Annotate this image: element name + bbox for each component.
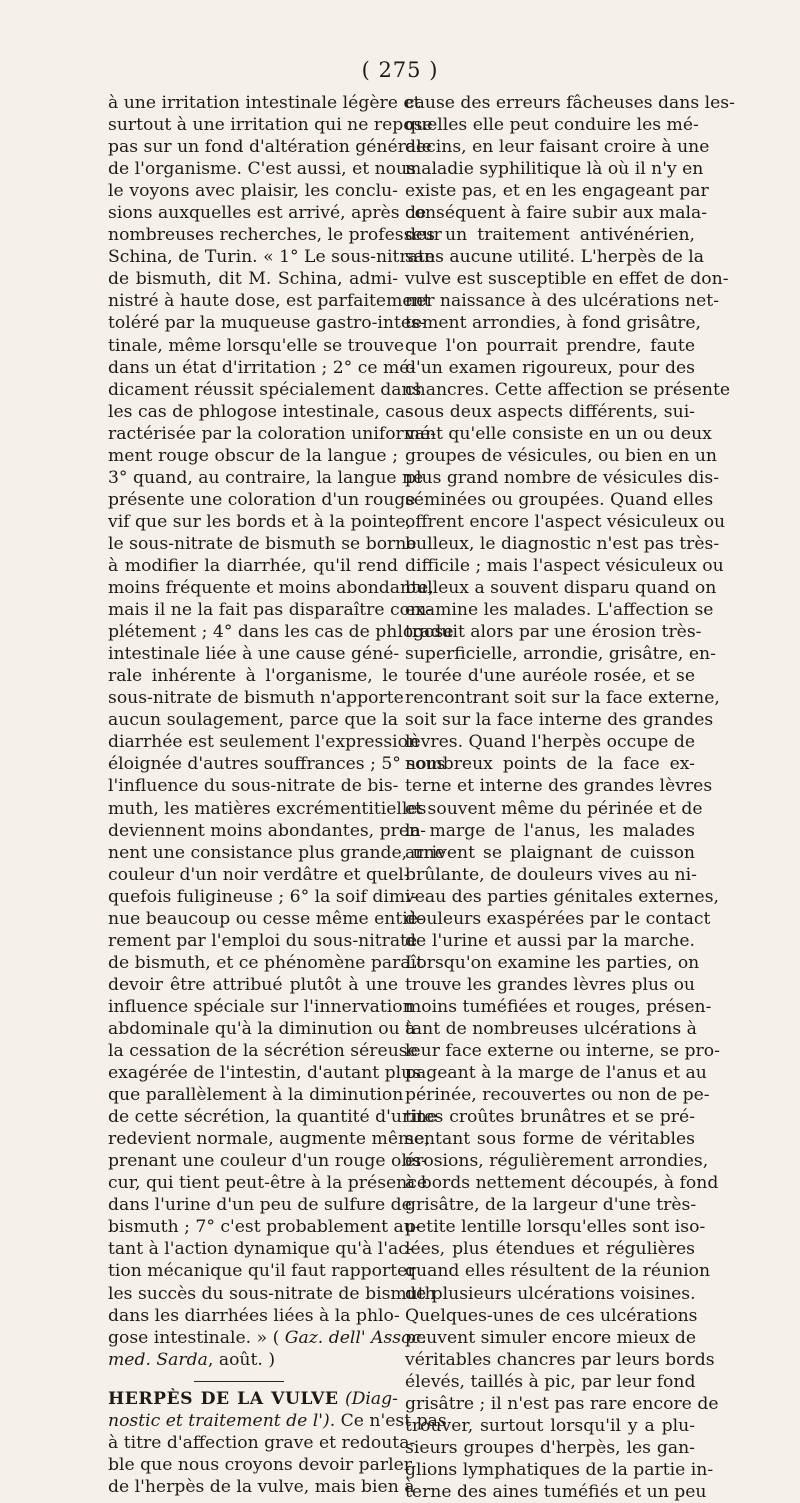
text-line: élevés, taillés à pic, par leur fond: [405, 1371, 696, 1392]
section-heading-line: [108, 1388, 398, 1410]
text-line: superficielle, arrondie, grisâtre, en-: [405, 644, 716, 665]
text-line: nombreux points de la face ex-: [405, 754, 695, 775]
text-line: intestinale liée à une cause géné-: [108, 644, 400, 665]
text-line: à une irritation intestinale légère et: [108, 93, 421, 113]
text-line: de bismuth, et ce phénomène paraît: [108, 952, 423, 973]
text-line: pageant à la marge de l'anus et au: [405, 1063, 707, 1084]
text-line: périnée, recouvertes ou non de pe-: [405, 1085, 710, 1106]
text-line: existe pas, et en les engageant par: [405, 181, 709, 202]
text-line: ractérisée par la coloration uniformé-: [108, 423, 437, 444]
citation-line: [108, 1327, 427, 1349]
text-line: à bords nettement découpés, à fond: [405, 1173, 719, 1194]
text-line: l'influence du sous-nitrate de bis-: [108, 776, 399, 797]
text-line: petite lentille lorsqu'elles sont iso-: [405, 1217, 706, 1238]
text-line: cause des erreurs fâcheuses dans les-: [405, 93, 735, 113]
text-line: que parallèlement à la diminution: [108, 1085, 404, 1106]
left-column: [108, 92, 454, 1498]
citation-journal-name: med. Sarda: [108, 1349, 208, 1370]
text-line: vulve est susceptible en effet de don-: [405, 269, 729, 290]
text-line: veau des parties génitales externes,: [405, 886, 719, 907]
text-line: le voyons avec plaisir, les conclu-: [108, 181, 398, 202]
section-heading: HERPÈS DE LA VULVE: [108, 1388, 339, 1409]
text-line: ble que nous croyons devoir parler: [108, 1454, 412, 1475]
text-line: les cas de phlogose intestinale, ca-: [108, 401, 411, 422]
citation-suffix: , août. ): [207, 1349, 276, 1370]
text-line: dans les diarrhées liées à la phlo-: [108, 1305, 400, 1326]
text-line: quelles elle peut conduire les mé-: [405, 115, 699, 136]
text-line: moins fréquente et moins abondante,: [108, 578, 434, 599]
text-line: Quelques-unes de ces ulcérations: [405, 1305, 698, 1326]
left-column-continuation: [108, 1432, 416, 1498]
text-line: terne des aines tuméfiés et un peu: [405, 1481, 707, 1502]
text-line: nue beaucoup ou cesse même entiè-: [108, 908, 424, 929]
text-line: nent une consistance plus grande, une: [108, 842, 445, 863]
text-line: aucun soulagement, parce que la: [108, 710, 398, 731]
text-line: difficile ; mais l'aspect vésiculeux ou: [405, 555, 724, 576]
text-line: et souvent même du périnée et de: [405, 798, 703, 819]
text-line: prenant une couleur d'un rouge obs-: [108, 1151, 427, 1172]
text-line: de l'organisme. C'est aussi, et nous: [108, 159, 416, 180]
text-line: lèvres. Quand l'herpès occupe de: [405, 732, 696, 753]
text-line: peuvent simuler encore mieux de: [405, 1327, 697, 1348]
text-line: douleurs exaspérées par le contact: [405, 908, 711, 929]
text-line: dicament réussit spécialement dans: [108, 379, 422, 400]
right-column: [405, 92, 735, 1503]
text-line: vif que sur les bords et à la pointe,: [108, 511, 412, 532]
text-line: de plusieurs ulcérations voisines.: [405, 1283, 696, 1304]
text-line: decins, en leur faisant croire à une: [405, 137, 710, 158]
text-line: ner naissance à des ulcérations net-: [405, 291, 720, 312]
text-line: des un traitement antivénérien,: [405, 225, 695, 246]
text-line: les succès du sous-nitrate de bismuth: [108, 1283, 436, 1304]
text-line: examine les malades. L'affection se: [405, 600, 714, 621]
text-line: offrent encore l'aspect vésiculeux ou: [405, 511, 726, 532]
text-line: séminées ou groupées. Quand elles: [405, 489, 714, 510]
text-line: abdominale qu'à la diminution ou à: [108, 1018, 416, 1039]
section-subheading: (Diag-: [338, 1388, 398, 1409]
text-line: trouve les grandes lèvres plus ou: [405, 974, 695, 995]
text-line: d'un examen rigoureux, pour des: [405, 357, 695, 378]
text-line: sieurs groupes d'herpès, les gan-: [405, 1437, 695, 1458]
text-line: rement par l'emploi du sous-nitrate: [108, 930, 418, 951]
text-line: moins tuméfiées et rouges, présen-: [405, 996, 712, 1017]
text-line: dans l'urine d'un peu de sulfure de: [108, 1195, 412, 1216]
text-line: plus grand nombre de vésicules dis-: [405, 467, 720, 488]
text-line: bulleux a souvent disparu quand on: [405, 578, 717, 599]
text-line: chancres. Cette affection se présente: [405, 379, 731, 400]
text-line: rale inhérente à l'organisme, le: [108, 666, 398, 687]
text-line: nombreuses recherches, le professeur: [108, 225, 442, 246]
text-line: lées, plus étendues et régulières: [405, 1239, 695, 1260]
text-line: présente une coloration d'un rouge: [108, 489, 416, 510]
text-line: tinale, même lorsqu'elle se trouve: [108, 335, 405, 356]
page-number: ( 275 ): [361, 58, 439, 82]
text-line: sentant sous forme de véritables: [405, 1129, 695, 1150]
text-line: Lorsqu'on examine les parties, on: [405, 952, 700, 973]
section-rule: [194, 1381, 284, 1382]
text-line: sions auxquelles est arrivé, après de: [108, 203, 427, 224]
text-line: devoir être attribué plutôt à une: [108, 974, 398, 995]
text-line: deviennent moins abondantes, pren-: [108, 820, 426, 841]
text-line: la marge de l'anus, les malades: [405, 820, 695, 841]
text-line: diarrhée est seulement l'expression: [108, 732, 420, 753]
text-line: trouver, surtout lorsqu'il y a plu-: [405, 1415, 695, 1436]
text-line: de l'herpès de la vulve, mais bien à: [108, 1476, 415, 1497]
text-line: soit sur la face interne des grandes: [405, 710, 714, 731]
text-line: bulleux, le diagnostic n'est pas très-: [405, 533, 720, 554]
text-line: cur, qui tient peut-être à la présence: [108, 1173, 428, 1194]
section-first-text: . Ce n'est pas: [329, 1410, 447, 1431]
text-line: redevient normale, augmente même,: [108, 1129, 430, 1150]
text-line: surtout à une irritation qui ne repose: [108, 115, 433, 136]
text-line: pas sur un fond d'altération générale: [108, 137, 432, 158]
left-column-body: [108, 92, 454, 1327]
text-line: rencontrant soit sur la face externe,: [405, 688, 720, 709]
text-line: plétement ; 4° dans les cas de phlogose: [108, 622, 454, 643]
text-line: tant à l'action dynamique qu'à l'ac-: [108, 1239, 414, 1260]
text-line: grisâtre ; il n'est pas rare encore de: [405, 1393, 719, 1414]
text-line: traduit alors par une érosion très-: [405, 622, 702, 643]
text-line: nistré à haute dose, est parfaitement: [108, 291, 431, 312]
text-line: éloignée d'autres souffrances ; 5° sous: [108, 754, 446, 775]
text-line: de cette sécrétion, la quantité d'urine: [108, 1107, 437, 1128]
text-line: arrivent se plaignant de cuisson: [405, 842, 695, 863]
citation-prefix: gose intestinale. » (: [108, 1327, 285, 1348]
text-line: à titre d'affection grave et redouta-: [108, 1432, 416, 1453]
text-line: à modifier la diarrhée, qu'il rend: [108, 555, 398, 576]
text-line: dans un état d'irritation ; 2° ce mé-: [108, 357, 416, 378]
text-line: maladie syphilitique là où il n'y en: [405, 159, 704, 180]
text-line: tion mécanique qu'il faut rapporter: [108, 1261, 416, 1282]
text-line: érosions, régulièrement arrondies,: [405, 1151, 709, 1172]
text-line: tement arrondies, à fond grisâtre,: [405, 313, 701, 334]
text-line: conséquent à faire subir aux mala-: [405, 203, 708, 224]
text-line: tites croûtes brunâtres et se pré-: [405, 1107, 695, 1128]
text-line: glions lymphatiques de la partie in-: [405, 1459, 714, 1480]
text-line: mais il ne la fait pas disparaître com-: [108, 600, 433, 621]
text-line: tant de nombreuses ulcérations à: [405, 1018, 697, 1039]
text-line: la cessation de la sécrétion séreuse: [108, 1041, 418, 1062]
text-line: leur face externe ou interne, se pro-: [405, 1041, 720, 1062]
text-line: ment rouge obscur de la langue ;: [108, 445, 398, 466]
text-line: vant qu'elle consiste en un ou deux: [405, 423, 712, 444]
text-line: grisâtre, de la largeur d'une très-: [405, 1195, 697, 1216]
text-line: le sous-nitrate de bismuth se borne: [108, 533, 417, 554]
text-line: muth, les matières excrémentitielles: [108, 798, 427, 819]
text-line: de l'urine et aussi par la marche.: [405, 930, 695, 951]
text-line: groupes de vésicules, ou bien en un: [405, 445, 717, 466]
section-subheading-2: nostic et traitement de l'): [108, 1410, 330, 1431]
right-column-body: [405, 92, 735, 1503]
text-line: quefois fuligineuse ; 6° la soif dimi-: [108, 886, 417, 907]
text-line: sous-nitrate de bismuth n'apporte: [108, 688, 404, 709]
text-line: influence spéciale sur l'innervation: [108, 996, 414, 1017]
text-line: véritables chancres par leurs bords: [405, 1349, 715, 1370]
text-line: sans aucune utilité. L'herpès de la: [405, 247, 705, 268]
citation-line-2: [108, 1349, 398, 1371]
text-line: toléré par la muqueuse gastro-intes-: [108, 313, 426, 334]
text-line: 3° quand, au contraire, la langue ne: [108, 467, 424, 488]
text-line: quand elles résultent de la réunion: [405, 1261, 711, 1282]
text-line: couleur d'un noir verdâtre et quel-: [108, 864, 410, 885]
text-line: sous deux aspects différents, sui-: [405, 401, 695, 422]
text-line: bismuth ; 7° c'est probablement au-: [108, 1217, 421, 1238]
text-line: terne et interne des grandes lèvres: [405, 776, 713, 797]
text-line: exagérée de l'intestin, d'autant plus: [108, 1063, 422, 1084]
text-line: Schina, de Turin. « 1° Le sous-nitrate: [108, 247, 435, 268]
text-line: tourée d'une auréole rosée, et se: [405, 666, 695, 687]
text-line: brûlante, de douleurs vives au ni-: [405, 864, 697, 885]
section-heading-line-2: [108, 1410, 447, 1432]
citation-journal: Gaz. dell' Assoc.: [284, 1327, 427, 1348]
text-line: de bismuth, dit M. Schina, admi-: [108, 269, 398, 290]
text-line: que l'on pourrait prendre, faute: [405, 335, 695, 356]
